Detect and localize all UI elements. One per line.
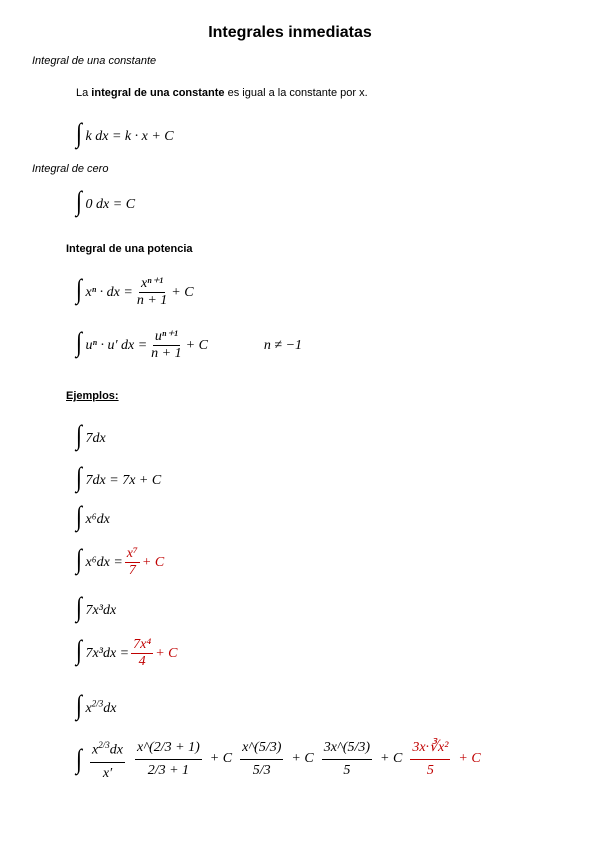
numerator: uⁿ⁺¹ bbox=[154, 329, 178, 345]
exponent: 2/3 bbox=[91, 698, 104, 709]
exponent: 2/3 bbox=[98, 740, 110, 750]
example-text: 7dx bbox=[85, 431, 106, 446]
fraction bbox=[135, 276, 169, 309]
example-5 bbox=[76, 590, 117, 622]
constante-sentence bbox=[76, 87, 368, 99]
integral-sign: ∫ bbox=[76, 542, 83, 574]
numerator: 3x·∛x² bbox=[410, 737, 450, 760]
step2-rhs: + C bbox=[209, 751, 233, 767]
example-6 bbox=[76, 633, 178, 670]
formula-rhs: + C bbox=[155, 646, 178, 661]
sentence-post: es igual a la constante por x. bbox=[224, 87, 368, 99]
example-text: 7dx = 7x + C bbox=[85, 473, 162, 488]
base: x bbox=[92, 742, 99, 758]
formula-lhs: x⁶dx = bbox=[85, 555, 123, 570]
example-4 bbox=[76, 542, 165, 579]
example-7 bbox=[76, 688, 117, 720]
integral-sign: ∫ bbox=[76, 633, 83, 665]
numerator: x⁷ bbox=[126, 546, 138, 562]
step5-fraction bbox=[410, 737, 450, 782]
formula-text: k dx = k · x + C bbox=[85, 129, 174, 144]
denominator: 5/3 bbox=[252, 762, 271, 778]
integral-sign: ∫ bbox=[76, 272, 83, 304]
denominator: n + 1 bbox=[151, 346, 182, 362]
integral-sign: ∫ bbox=[76, 499, 83, 531]
example-2 bbox=[76, 460, 162, 492]
integral-sign: ∫ bbox=[76, 184, 83, 216]
numerator: 7x⁴ bbox=[133, 637, 152, 653]
base: x bbox=[85, 701, 92, 716]
integral-sign: ∫ bbox=[76, 688, 83, 720]
step4-fraction bbox=[322, 737, 372, 782]
numerator bbox=[90, 734, 125, 763]
numerator: x^(5/3) bbox=[240, 737, 283, 760]
integral-sign: ∫ bbox=[76, 116, 83, 148]
ejemplos-heading: Ejemplos: bbox=[66, 390, 119, 402]
formula-lhs: uⁿ · u′ dx = bbox=[85, 338, 148, 353]
denominator: 7 bbox=[128, 563, 136, 579]
section-heading-constante: Integral de una constante bbox=[32, 55, 157, 67]
formula-rhs: + C bbox=[141, 555, 165, 570]
formula-lhs: xⁿ · dx = bbox=[85, 285, 133, 300]
tail: dx bbox=[103, 701, 117, 716]
example-text: 7x³dx bbox=[85, 603, 117, 618]
example-1 bbox=[76, 418, 106, 450]
example-3 bbox=[76, 499, 110, 531]
numerator: xⁿ⁺¹ bbox=[140, 276, 164, 292]
step2-fraction bbox=[135, 737, 202, 782]
formula-cero bbox=[76, 184, 136, 216]
formula-potencia-1 bbox=[76, 272, 194, 309]
denominator: 5 bbox=[343, 762, 351, 778]
condition: n ≠ −1 bbox=[263, 338, 303, 353]
sentence-pre: La bbox=[76, 87, 92, 99]
denominator: n + 1 bbox=[136, 293, 168, 309]
formula-constante bbox=[76, 116, 174, 148]
section-heading-cero: Integral de cero bbox=[32, 163, 109, 175]
integral-sign: ∫ bbox=[76, 460, 83, 492]
denominator: 2/3 + 1 bbox=[147, 762, 190, 778]
denominator: 4 bbox=[138, 654, 146, 670]
formula-potencia-2 bbox=[76, 325, 303, 362]
denominator: x′ bbox=[102, 765, 113, 781]
step3-rhs: + C bbox=[291, 751, 314, 767]
formula-rhs: + C bbox=[171, 285, 194, 300]
formula-rhs: + C bbox=[185, 338, 208, 353]
fraction bbox=[149, 329, 183, 362]
step3-fraction bbox=[240, 737, 283, 782]
formula-text: 0 dx = C bbox=[85, 197, 136, 212]
fraction bbox=[131, 637, 153, 670]
example-text: x⁶dx bbox=[85, 512, 110, 527]
section-heading-potencia: Integral de una potencia bbox=[66, 243, 193, 255]
page-title: Integrales inmediatas bbox=[208, 24, 372, 41]
integral-sign: ∫ bbox=[76, 325, 83, 357]
integral-sign: ∫ bbox=[76, 743, 83, 775]
sentence-bold: integral de una constante bbox=[91, 87, 225, 99]
fraction bbox=[125, 546, 140, 579]
step1-fraction bbox=[90, 734, 125, 785]
tail: dx bbox=[109, 742, 123, 758]
denominator: 5 bbox=[426, 762, 434, 778]
step4-rhs: + C bbox=[380, 751, 403, 767]
numerator: 3x^(5/3) bbox=[322, 737, 372, 760]
example-8 bbox=[76, 734, 481, 785]
integral-sign: ∫ bbox=[76, 590, 83, 622]
formula-lhs: 7x³dx = bbox=[85, 646, 130, 661]
step5-rhs: + C bbox=[458, 751, 481, 767]
integral-sign: ∫ bbox=[76, 418, 83, 450]
numerator: x^(2/3 + 1) bbox=[135, 737, 202, 760]
